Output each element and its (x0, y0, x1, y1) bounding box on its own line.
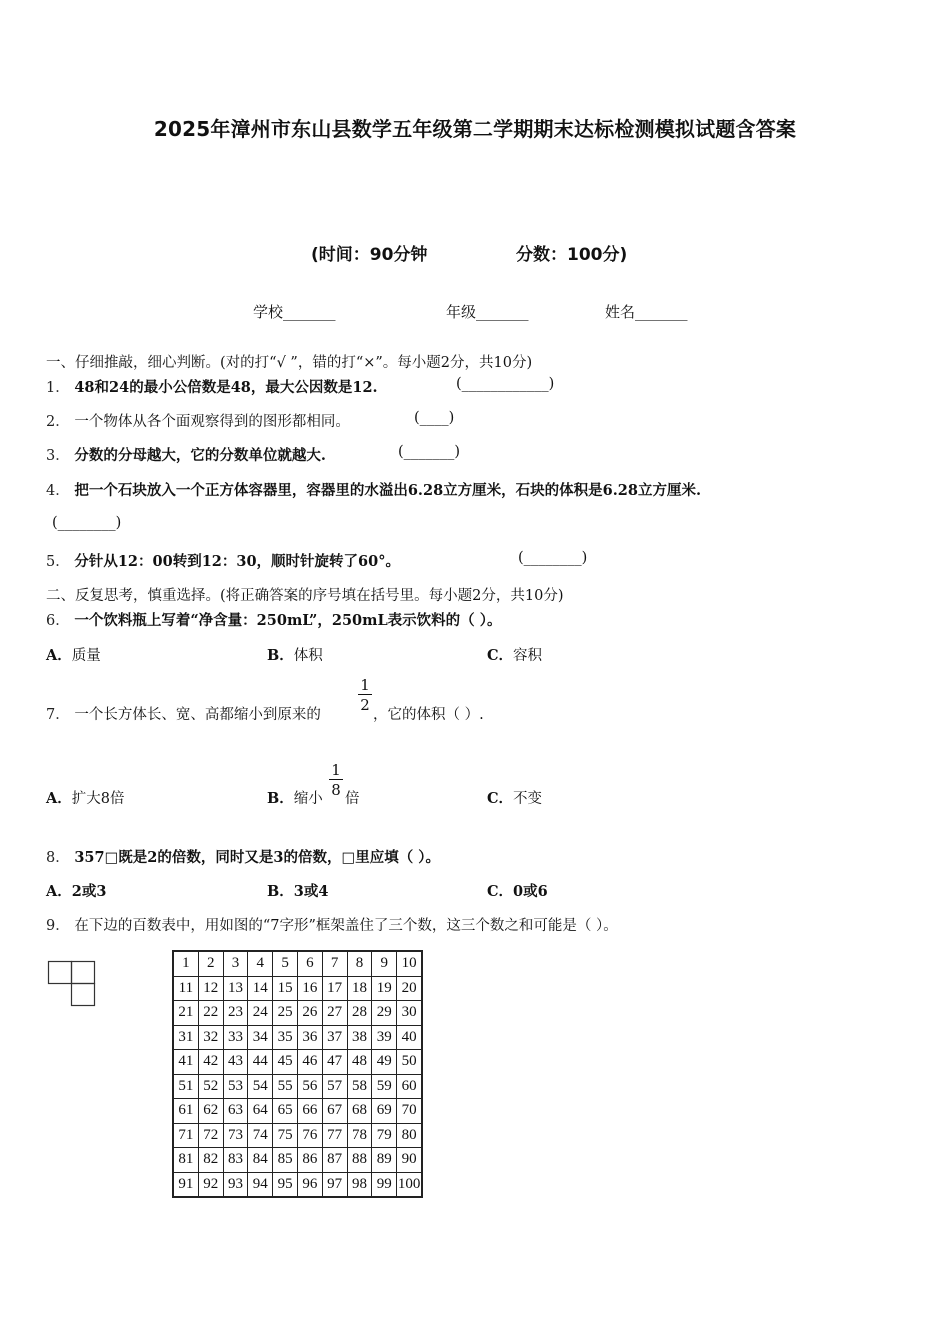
hundred-chart-cell: 70 (397, 1099, 422, 1124)
school-field: 学校_______ (253, 303, 336, 321)
hundred-chart-cell: 92 (198, 1172, 223, 1197)
answer-blank-3: (_______) (398, 444, 461, 460)
hundred-chart-cell: 98 (347, 1172, 372, 1197)
question-number: 2． (46, 414, 70, 430)
hundred-chart-cell: 9 (372, 951, 397, 976)
hundred-chart-cell: 38 (347, 1025, 372, 1050)
hundred-chart-cell: 77 (322, 1123, 347, 1148)
option-b (267, 787, 323, 808)
hundred-chart-cell: 60 (397, 1074, 422, 1099)
answer-blank-1: (____________) (456, 376, 555, 392)
option-c (487, 644, 542, 665)
hundred-chart-cell: 82 (198, 1148, 223, 1173)
hundred-chart-cell: 2 (198, 951, 223, 976)
fraction-one-half (358, 676, 372, 715)
question-number: 3． (46, 448, 70, 464)
fraction-numerator: 1 (360, 676, 370, 694)
option-label: A． (46, 883, 72, 900)
hundred-chart-cell: 93 (223, 1172, 248, 1197)
hundred-chart-cell: 56 (297, 1074, 322, 1099)
hundred-chart-row (173, 1050, 422, 1075)
hundred-chart-cell: 37 (322, 1025, 347, 1050)
option-a (46, 880, 106, 901)
hundred-chart-cell: 10 (397, 951, 422, 976)
hundred-chart-cell: 62 (198, 1099, 223, 1124)
hundred-chart-cell: 21 (173, 1001, 198, 1026)
hundred-chart-row (173, 976, 422, 1001)
option-c (487, 880, 548, 901)
hundred-chart-cell: 44 (248, 1050, 273, 1075)
hundred-chart-cell: 74 (248, 1123, 273, 1148)
hundred-chart-cell: 51 (173, 1074, 198, 1099)
hundred-chart-cell: 1 (173, 951, 198, 976)
option-label: C． (487, 790, 514, 807)
hundred-chart-cell: 69 (372, 1099, 397, 1124)
page-title: 2025年漳州市东山县数学五年级第二学期期末达标检测模拟试题含答案 (153, 117, 797, 141)
question-number: 6． (46, 613, 70, 629)
hundred-chart-cell: 33 (223, 1025, 248, 1050)
option-b-tail: 倍 (345, 791, 360, 807)
hundred-chart-cell: 71 (173, 1123, 198, 1148)
hundred-chart-row (173, 1172, 422, 1197)
option-text: 2或3 (71, 883, 107, 900)
question-text: 分针从12：00转到12：30，顺时针旋转了60°。 (74, 553, 400, 570)
hundred-chart-cell: 25 (273, 1001, 298, 1026)
hundred-chart-cell: 61 (173, 1099, 198, 1124)
exam-time: (时间：90分钟 (311, 245, 428, 265)
question-2 (46, 410, 350, 431)
hundred-chart-cell: 96 (297, 1172, 322, 1197)
question-number: 7． (46, 707, 70, 723)
hundred-chart-row (173, 1148, 422, 1173)
hundred-chart-cell: 4 (248, 951, 273, 976)
option-text: 体积 (293, 648, 323, 664)
question-number: 4． (46, 483, 70, 499)
hundred-chart-cell: 41 (173, 1050, 198, 1075)
fraction-denominator: 2 (360, 696, 370, 714)
hundred-chart-cell: 72 (198, 1123, 223, 1148)
hundred-chart-cell: 64 (248, 1099, 273, 1124)
hundred-chart-cell: 68 (347, 1099, 372, 1124)
answer-blank-4: (________) (52, 515, 122, 531)
hundred-chart-cell: 75 (273, 1123, 298, 1148)
name-field: 姓名_______ (605, 303, 688, 321)
hundred-chart-cell: 50 (397, 1050, 422, 1075)
hundred-chart-cell: 46 (297, 1050, 322, 1075)
hundred-chart-cell: 55 (273, 1074, 298, 1099)
hundred-chart-cell: 26 (297, 1001, 322, 1026)
hundred-chart-cell: 48 (347, 1050, 372, 1075)
hundred-chart-cell: 43 (223, 1050, 248, 1075)
question-text: 48和24的最小公倍数是48，最大公因数是12. (74, 379, 378, 396)
hundred-chart-cell: 27 (322, 1001, 347, 1026)
hundred-chart-cell: 84 (248, 1148, 273, 1173)
hundred-chart-cell: 86 (297, 1148, 322, 1173)
hundred-chart-cell: 11 (173, 976, 198, 1001)
option-label: C． (487, 883, 514, 900)
question-text: 一个饮料瓶上写着“净含量：250mL”，250mL表示饮料的（ ）。 (74, 612, 502, 629)
hundred-chart-cell: 83 (223, 1148, 248, 1173)
hundred-chart-cell: 57 (322, 1074, 347, 1099)
exam-score: 分数：100分) (516, 245, 628, 265)
hundred-chart-cell: 94 (248, 1172, 273, 1197)
question-text: 分数的分母越大，它的分数单位就越大. (74, 447, 326, 464)
option-a (46, 787, 125, 808)
hundred-chart-cell: 23 (223, 1001, 248, 1026)
option-c (487, 787, 542, 808)
hundred-chart-cell: 79 (372, 1123, 397, 1148)
hundred-chart-cell: 78 (347, 1123, 372, 1148)
hundred-chart-cell: 24 (248, 1001, 273, 1026)
option-b (267, 644, 323, 665)
question-7 (46, 703, 321, 724)
hundred-chart-cell: 90 (397, 1148, 422, 1173)
question-8 (46, 846, 440, 867)
hundred-chart-cell: 7 (322, 951, 347, 976)
hundred-chart-cell: 19 (372, 976, 397, 1001)
hundred-chart-cell: 32 (198, 1025, 223, 1050)
option-text: 不变 (513, 791, 543, 807)
hundred-chart-cell: 34 (248, 1025, 273, 1050)
question-3 (46, 444, 326, 465)
question-text: 在下边的百数表中，用如图的“7字形”框架盖住了三个数，这三个数之和可能是（ ）。 (74, 918, 618, 934)
hundred-chart-cell: 28 (347, 1001, 372, 1026)
hundred-chart-cell: 35 (273, 1025, 298, 1050)
option-label: C． (487, 647, 514, 664)
option-b (267, 880, 328, 901)
hundred-chart-cell: 31 (173, 1025, 198, 1050)
hundred-chart-cell: 89 (372, 1148, 397, 1173)
hundred-chart-cell: 30 (397, 1001, 422, 1026)
fraction-numerator: 1 (331, 761, 341, 779)
option-text: 3或4 (293, 883, 329, 900)
option-text: 扩大8倍 (71, 791, 125, 807)
hundred-chart-cell: 63 (223, 1099, 248, 1124)
hundred-chart-cell: 3 (223, 951, 248, 976)
hundred-chart-row (173, 1025, 422, 1050)
question-5 (46, 550, 400, 571)
hundred-chart-cell: 85 (273, 1148, 298, 1173)
hundred-chart-cell: 14 (248, 976, 273, 1001)
question-number: 8． (46, 850, 70, 866)
answer-blank-2: (____) (414, 410, 455, 426)
hundred-chart-row (173, 951, 422, 976)
question-text: 把一个石块放入一个正方体容器里，容器里的水溢出6.28立方厘米，石块的体积是6.28立方厘米. (74, 482, 702, 499)
hundred-chart-cell: 5 (273, 951, 298, 976)
hundred-chart-cell: 45 (273, 1050, 298, 1075)
option-label: A． (46, 647, 72, 664)
hundred-chart-cell: 100 (397, 1172, 422, 1197)
hundred-chart-cell: 39 (372, 1025, 397, 1050)
answer-blank-5: (________) (518, 550, 588, 566)
hundred-chart-row (173, 1074, 422, 1099)
question-4 (46, 479, 701, 500)
option-text: 0或6 (513, 883, 548, 900)
hundred-chart-cell: 73 (223, 1123, 248, 1148)
hundred-chart-cell: 53 (223, 1074, 248, 1099)
hundred-chart-cell: 80 (397, 1123, 422, 1148)
question-6 (46, 609, 501, 630)
hundred-chart-cell: 99 (372, 1172, 397, 1197)
hundred-chart-cell: 36 (297, 1025, 322, 1050)
hundred-chart-row (173, 1001, 422, 1026)
option-text: 缩小 (293, 791, 323, 807)
hundred-chart-cell: 16 (297, 976, 322, 1001)
hundred-chart-cell: 17 (322, 976, 347, 1001)
hundred-chart-cell: 47 (322, 1050, 347, 1075)
option-a (46, 644, 101, 665)
section1-heading: 一、仔细推敲，细心判断。(对的打“√ ”，错的打“×”。每小题2分，共10分) (46, 355, 533, 371)
hundred-chart-cell: 65 (273, 1099, 298, 1124)
hundred-chart-cell: 15 (273, 976, 298, 1001)
hundred-chart-cell: 59 (372, 1074, 397, 1099)
seven-shape-frame-figure (47, 960, 97, 1008)
hundred-chart-cell: 40 (397, 1025, 422, 1050)
hundred-chart-cell: 95 (273, 1172, 298, 1197)
option-label: B． (267, 883, 294, 900)
hundred-chart-cell: 42 (198, 1050, 223, 1075)
option-text: 质量 (71, 648, 101, 664)
question-7-tail: ，它的体积（ ）. (373, 707, 484, 723)
hundred-chart-cell: 67 (322, 1099, 347, 1124)
hundred-chart-cell: 97 (322, 1172, 347, 1197)
option-text: 容积 (513, 648, 543, 664)
fraction-one-eighth (329, 761, 343, 800)
section2-heading: 二、反复思考，慎重选择。(将正确答案的序号填在括号里。每小题2分，共10分) (46, 588, 564, 604)
hundred-chart-cell: 87 (322, 1148, 347, 1173)
question-1 (46, 376, 378, 397)
hundred-chart-cell: 20 (397, 976, 422, 1001)
question-text: 357□既是2的倍数，同时又是3的倍数，□里应填（ ）。 (74, 849, 440, 866)
option-label: A． (46, 790, 72, 807)
hundred-chart-cell: 88 (347, 1148, 372, 1173)
question-number: 9． (46, 918, 70, 934)
hundred-chart-row (173, 1123, 422, 1148)
hundred-chart-cell: 91 (173, 1172, 198, 1197)
question-9 (46, 914, 618, 935)
hundred-chart-cell: 66 (297, 1099, 322, 1124)
hundred-chart-cell: 29 (372, 1001, 397, 1026)
option-label: B． (267, 647, 294, 664)
hundred-chart-cell: 54 (248, 1074, 273, 1099)
question-text: 一个物体从各个面观察得到的图形都相同。 (74, 414, 350, 430)
hundred-chart-cell: 81 (173, 1148, 198, 1173)
hundred-chart-cell: 6 (297, 951, 322, 976)
hundred-chart-cell: 12 (198, 976, 223, 1001)
hundred-chart-cell: 22 (198, 1001, 223, 1026)
option-label: B． (267, 790, 294, 807)
hundred-chart-cell: 13 (223, 976, 248, 1001)
question-text: 一个长方体长、宽、高都缩小到原来的 (74, 707, 321, 723)
question-number: 1． (46, 380, 70, 396)
question-number: 5． (46, 554, 70, 570)
fraction-denominator: 8 (331, 781, 341, 799)
hundred-chart-cell: 58 (347, 1074, 372, 1099)
grade-field: 年级_______ (446, 303, 529, 321)
hundred-chart-cell: 8 (347, 951, 372, 976)
hundred-chart-row (173, 1099, 422, 1124)
hundred-chart (172, 950, 423, 1198)
hundred-chart-cell: 18 (347, 976, 372, 1001)
hundred-chart-cell: 52 (198, 1074, 223, 1099)
hundred-chart-cell: 49 (372, 1050, 397, 1075)
hundred-chart-cell: 76 (297, 1123, 322, 1148)
